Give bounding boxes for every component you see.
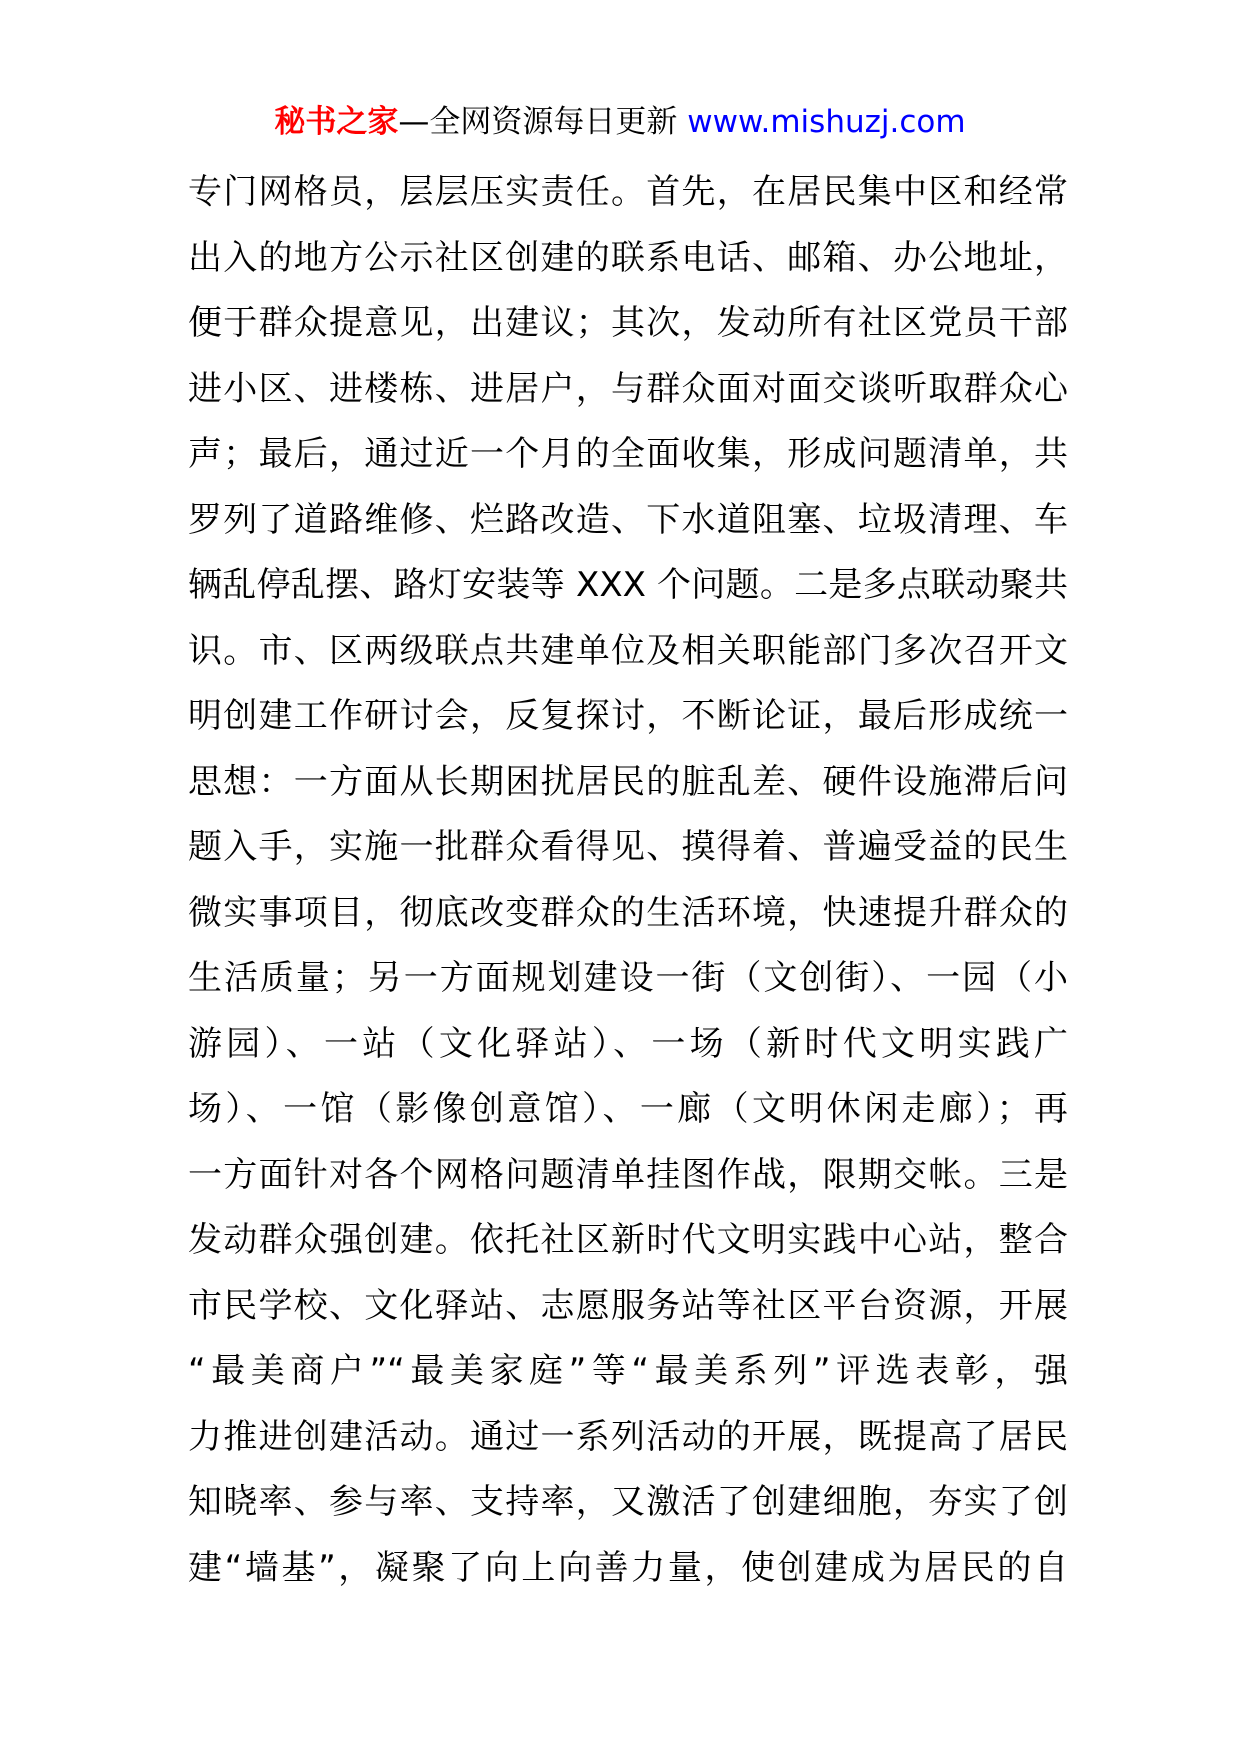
text-line: 罗列了道路维修、烂路改造、下水道阻塞、垃圾清理、车 [188, 499, 1068, 540]
text-line: 建“墙基”，凝聚了向上向善力量，使创建成为居民的自 [188, 1547, 1068, 1588]
site-url-link[interactable]: www.mishuzj.com [687, 104, 966, 140]
site-header [0, 100, 1240, 144]
text-line: 思想：一方面从长期困扰居民的脏乱差、硬件设施滞后问 [188, 761, 1068, 802]
text-line: 声；最后，通过近一个月的全面收集，形成问题清单，共 [188, 434, 1068, 474]
text-line: 生活质量；另一方面规划建设一街（文创街）、一园（小 [188, 958, 1068, 998]
text-line: 场）、一馆（影像创意馆）、一廊（文明休闲走廊）；再 [188, 1089, 1068, 1129]
text-line: 微实事项目，彻底改变群众的生活环境，快速提升群众的 [188, 892, 1068, 933]
text-line: 明创建工作研讨会，反复探讨，不断论证，最后形成统一 [188, 696, 1068, 736]
text-line: “最美商户”“最美家庭”等“最美系列”评选表彰，强 [188, 1351, 1068, 1391]
text-line: 市民学校、文化驿站、志愿服务站等社区平台资源，开展 [188, 1285, 1068, 1326]
text-line: 专门网格员，层层压实责任。首先，在居民集中区和经常 [188, 172, 1068, 212]
text-line: 进小区、进楼栋、进居户，与群众面对面交谈听取群众心 [188, 368, 1068, 409]
brand-name: 秘书之家 [274, 104, 399, 140]
text-line: 便于群众提意见，出建议；其次，发动所有社区党员干部 [188, 303, 1068, 343]
text-line: 发动群众强创建。依托社区新时代文明实践中心站，整合 [188, 1220, 1068, 1260]
text-line: 识。市、区两级联点共建单位及相关职能部门多次召开文 [188, 630, 1068, 671]
text-line: 题入手，实施一批群众看得见、摸得着、普遍受益的民生 [188, 827, 1068, 867]
header-tagline: —全网资源每日更新 [398, 104, 678, 140]
text-line: 知晓率、参与率、支持率，又激活了创建细胞，夯实了创 [188, 1482, 1068, 1522]
text-line: 辆乱停乱摆、路灯安装等 XXX 个问题。二是多点联动聚共 [188, 565, 1068, 605]
text-line: 出入的地方公示社区创建的联系电话、邮箱、办公地址， [188, 237, 1068, 278]
text-line: 一方面针对各个网格问题清单挂图作战，限期交帐。三是 [188, 1154, 1068, 1195]
document-body [188, 160, 1068, 1601]
text-line: 力推进创建活动。通过一系列活动的开展，既提高了居民 [188, 1416, 1068, 1457]
text-line: 游园）、一站（文化驿站）、一场（新时代文明实践广 [188, 1023, 1068, 1064]
